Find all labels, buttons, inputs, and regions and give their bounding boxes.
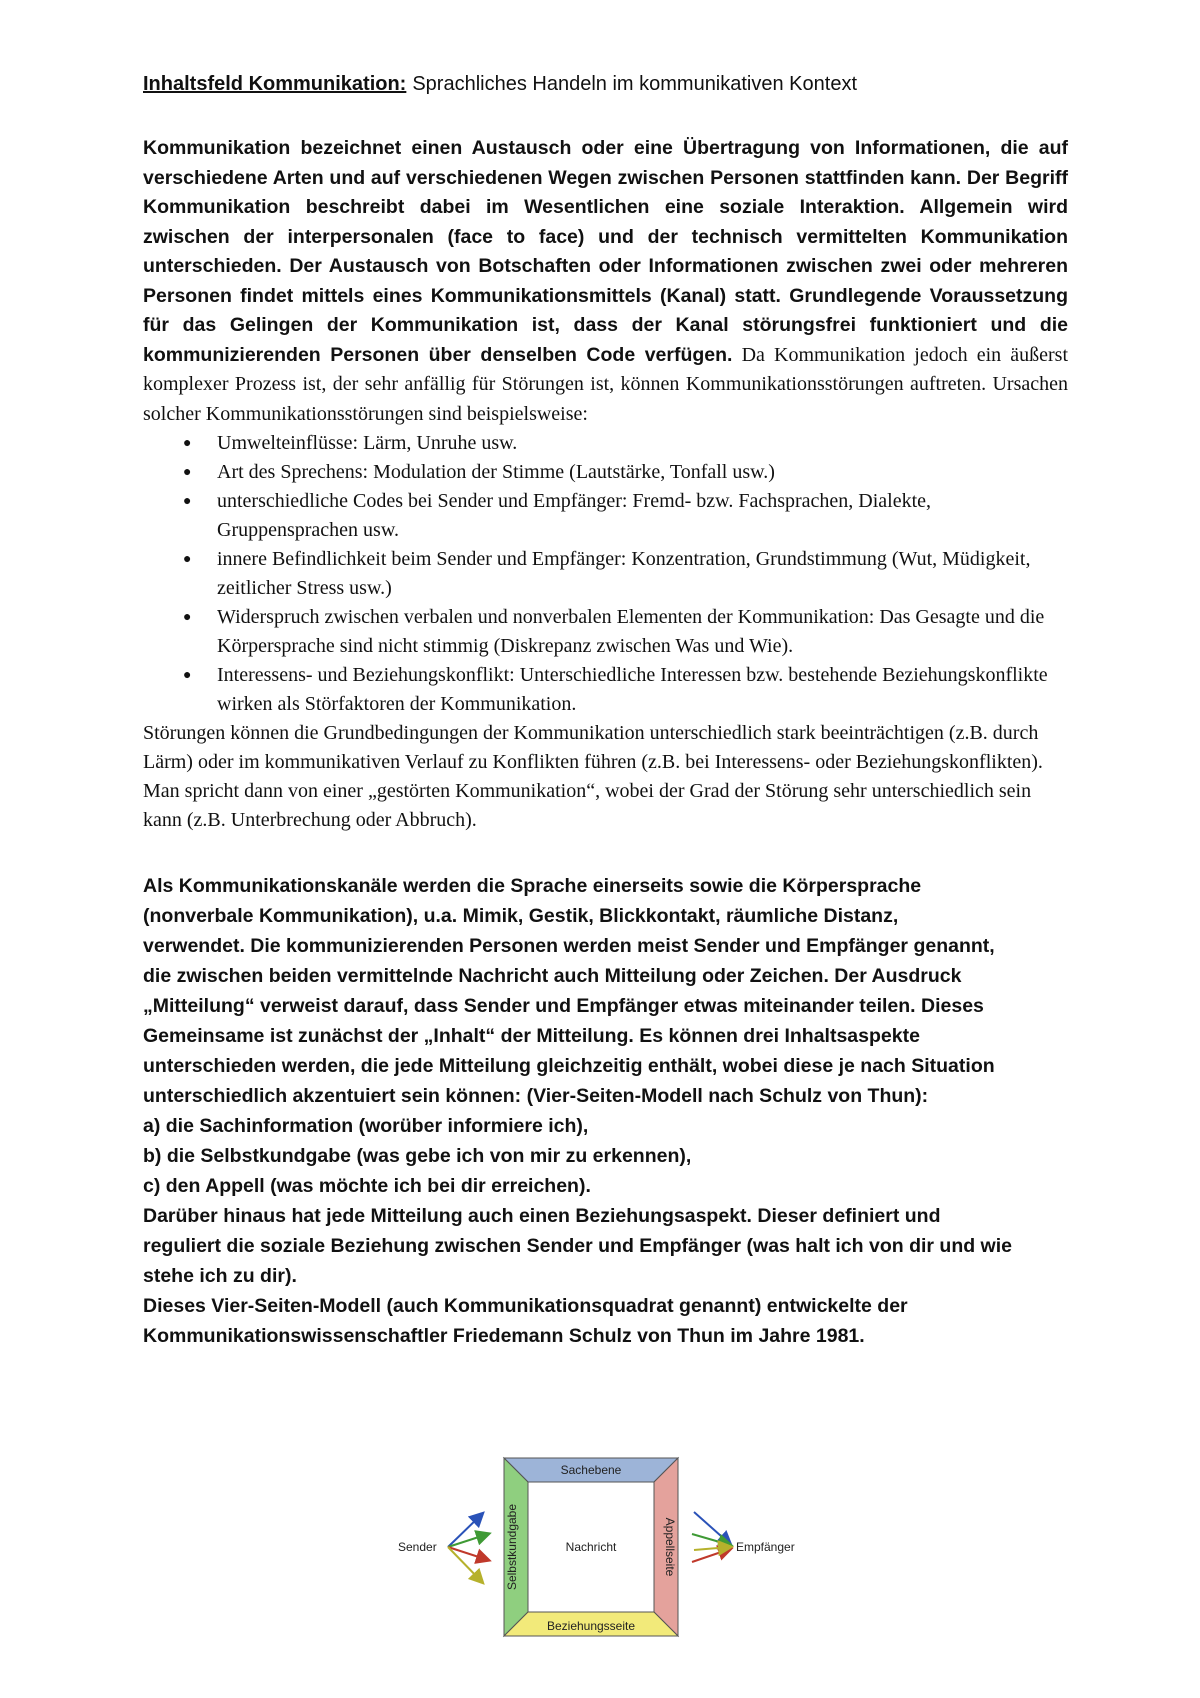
- list-item: ● Art des Sprechens: Modulation der Stimme (Lautstärke, Tonfall usw.): [183, 458, 1068, 487]
- four-sides-model-svg: [394, 1450, 814, 1650]
- channels-line: Darüber hinaus hat jede Mitteilung auch einen Beziehungsaspekt. Dieser definiert und: [143, 1205, 941, 1227]
- intro-paragraph: [143, 134, 1068, 429]
- receiver-arrow-red: [692, 1549, 730, 1562]
- causes-list: [143, 429, 1068, 719]
- channels-line: Dieses Vier-Seiten-Modell (auch Kommunikationsquadrat genannt) entwickelte der: [143, 1295, 908, 1317]
- channels-line: stehe ich zu dir).: [143, 1265, 297, 1287]
- channels-line: unterschieden werden, die jede Mitteilung gleichzeitig enthält, wobei diese je nach Situation: [143, 1055, 995, 1077]
- channels-line: unterschiedlich akzentuiert sein können: (Vier-Seiten-Modell nach Schulz von Thun):: [143, 1085, 929, 1107]
- intro-section: [143, 134, 1068, 835]
- aspect-item-b: b) die Selbstkundgabe (was gebe ich von mir zu erkennen),: [143, 1145, 692, 1167]
- four-sides-model-diagram: [394, 1450, 814, 1650]
- channels-section: [143, 871, 1068, 1351]
- list-item: ● Interessens- und Beziehungskonflikt: Unterschiedliche Interessen bzw. bestehende Beziehungskonflikte wirken als Störfaktoren der Kommunikation.: [183, 661, 1068, 719]
- channels-line: Kommunikationswissenschaftler Friedemann Schulz von Thun im Jahre 1981.: [143, 1325, 865, 1347]
- label-bottom: Beziehungsseite: [546, 1619, 636, 1633]
- heading-label: Inhaltsfeld Kommunikation:: [143, 73, 407, 95]
- label-right: Appellseite: [663, 1517, 677, 1577]
- label-top: Sachebene: [560, 1463, 622, 1477]
- channels-line: (nonverbale Kommunikation), u.a. Mimik, Gestik, Blickkontakt, räumliche Distanz,: [143, 905, 899, 927]
- list-item: ● Umwelteinflüsse: Lärm, Unruhe usw.: [183, 429, 1068, 458]
- channels-line: Gemeinsame ist zunächst der „Inhalt“ der Mitteilung. Es können drei Inhaltsaspekte: [143, 1025, 920, 1047]
- list-item: ● unterschiedliche Codes bei Sender und Empfänger: Fremd- bzw. Fachsprachen, Dialekte, Gruppensprachen usw.: [183, 487, 1068, 545]
- label-sender: Sender: [398, 1540, 437, 1554]
- aspect-item-a: a) die Sachinformation (worüber informiere ich),: [143, 1115, 589, 1137]
- intro-serif-text: Da Kommunikation jedoch ein äußerst komplexer Prozess ist, der sehr anfällig für Störungen ist, können Kommunikationsstörungen auftreten. Ursachen solcher Kommunikationsstörungen sind beispielsweise:: [143, 343, 1069, 425]
- receiver-arrow-yellow: [694, 1547, 730, 1550]
- channels-line: „Mitteilung“ verweist darauf, dass Sender und Empfänger etwas miteinander teilen. Dieses: [143, 995, 984, 1017]
- label-center: Nachricht: [565, 1540, 617, 1554]
- intro-bold-text: Kommunikation bezeichnet einen Austausch oder eine Übertragung von Informationen, die auf verschiedene Arten und auf verschiedenen Wegen zwischen Personen stattfinden kann. Der Begriff Kommunikation beschreibt dabei im Wesentlichen eine soziale Interaktion. Allgemein wird zwischen der interpersonalen (face to face) und der technisch vermittelten Kommunikation unterschieden. Der Austausch von Botschaften oder Informationen zwischen zwei oder mehreren Personen findet mittels eines Kommunikationsmittels (Kanal) statt. Grundlegende Voraussetzung für das Gelingen der Kommunikation ist, dass der Kanal störungsfrei funktioniert und die kommunizierenden Personen über denselben Code verfügen.: [143, 137, 1068, 366]
- document-page: [143, 70, 1068, 1351]
- label-left: Selbstkundgabe: [505, 1503, 519, 1591]
- aspect-item-c: c) den Appell (was möchte ich bei dir erreichen).: [143, 1175, 591, 1197]
- disturbance-paragraph: Störungen können die Grundbedingungen der Kommunikation unterschiedlich stark beeinträchtigen (z.B. durch Lärm) oder im kommunikativen Verlauf zu Konflikten führen (z.B. bei Interessens- oder Beziehungskonflikten). Man spricht dann von einer „gestörten Kommunikation“, wobei der Grad der Störung sehr unterschiedlich sein kann (z.B. Unterbrechung oder Abbruch).: [143, 722, 1043, 831]
- list-item: ● innere Befindlichkeit beim Sender und Empfänger: Konzentration, Grundstimmung (Wut, Müdigkeit, zeitlicher Stress usw.): [183, 545, 1068, 603]
- document-heading: [143, 70, 1068, 98]
- channels-line: Als Kommunikationskanäle werden die Sprache einerseits sowie die Körpersprache: [143, 875, 922, 897]
- channels-line: verwendet. Die kommunizierenden Personen werden meist Sender und Empfänger genannt,: [143, 935, 995, 957]
- label-receiver: Empfänger: [736, 1540, 795, 1554]
- channels-line: reguliert die soziale Beziehung zwischen Sender und Empfänger (was halt ich von dir und wie: [143, 1235, 1012, 1257]
- heading-title: Sprachliches Handeln im kommunikativen Kontext: [412, 73, 858, 95]
- list-item: ● Widerspruch zwischen verbalen und nonverbalen Elementen der Kommunikation: Das Gesagte und die Körpersprache sind nicht stimmig (Diskrepanz zwischen Was und Wie).: [183, 603, 1068, 661]
- channels-line: die zwischen beiden vermittelnde Nachricht auch Mitteilung oder Zeichen. Der Ausdruck: [143, 965, 962, 987]
